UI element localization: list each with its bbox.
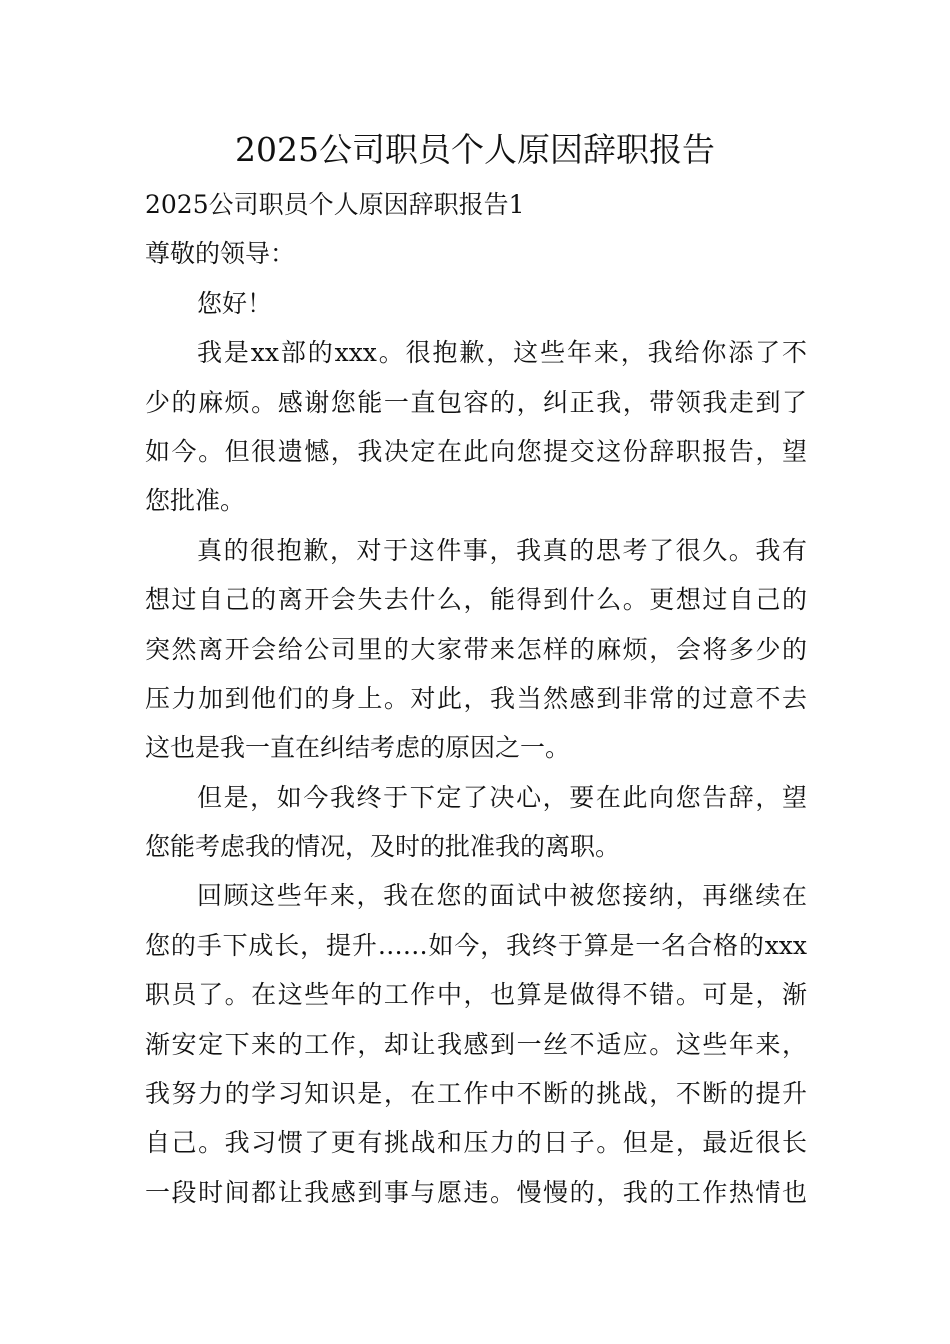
document-title: 2025公司职员个人原因辞职报告 (235, 130, 715, 169)
body-line: 回顾这些年来，我在您的面试中被您接纳，再继续在 (197, 881, 807, 911)
document-body (145, 180, 807, 1217)
body-line: 您的手下成长，提升……如今，我终于算是一名合格的xxx (145, 930, 807, 960)
body-line: 渐安定下来的工作，却让我感到一丝不适应。这些年来， (145, 1029, 807, 1059)
body-line: 我是xx部的xxx。很抱歉，这些年来，我给你添了不 (197, 338, 807, 368)
body-line: 少的麻烦。感谢您能一直包容的，纠正我，带领我走到了 (145, 387, 807, 417)
body-line: 2025公司职员个人原因辞职报告1 (145, 190, 525, 219)
body-line: 如今。但很遗憾，我决定在此向您提交这份辞职报告，望 (145, 436, 807, 466)
body-line: 想过自己的离开会失去什么，能得到什么。更想过自己的 (145, 585, 807, 615)
body-line: 压力加到他们的身上。对此，我当然感到非常的过意不去 (145, 683, 807, 713)
body-line: 我努力的学习知识是，在工作中不断的挑战，不断的提升 (145, 1079, 807, 1109)
body-line: 这也是我一直在纠结考虑的原因之一。 (145, 733, 571, 763)
body-line: 职员了。在这些年的工作中，也算是做得不错。可是，渐 (145, 980, 807, 1010)
body-line: 您批准。 (145, 486, 246, 516)
body-line: 一段时间都让我感到事与愿违。慢慢的，我的工作热情也 (145, 1177, 807, 1207)
body-line: 自己。我习惯了更有挑战和压力的日子。但是，最近很长 (145, 1128, 807, 1158)
body-line: 但是，如今我终于下定了决心，要在此向您告辞，望 (197, 782, 807, 812)
body-line: 突然离开会给公司里的大家带来怎样的麻烦，会将多少的 (145, 634, 807, 664)
body-line: 真的很抱歉，对于这件事，我真的思考了很久。我有 (197, 535, 807, 565)
body-line: 您能考虑我的情况，及时的批准我的离职。 (145, 832, 621, 862)
body-line: 您好！ (197, 288, 273, 318)
body-line: 尊敬的领导： (145, 239, 296, 269)
